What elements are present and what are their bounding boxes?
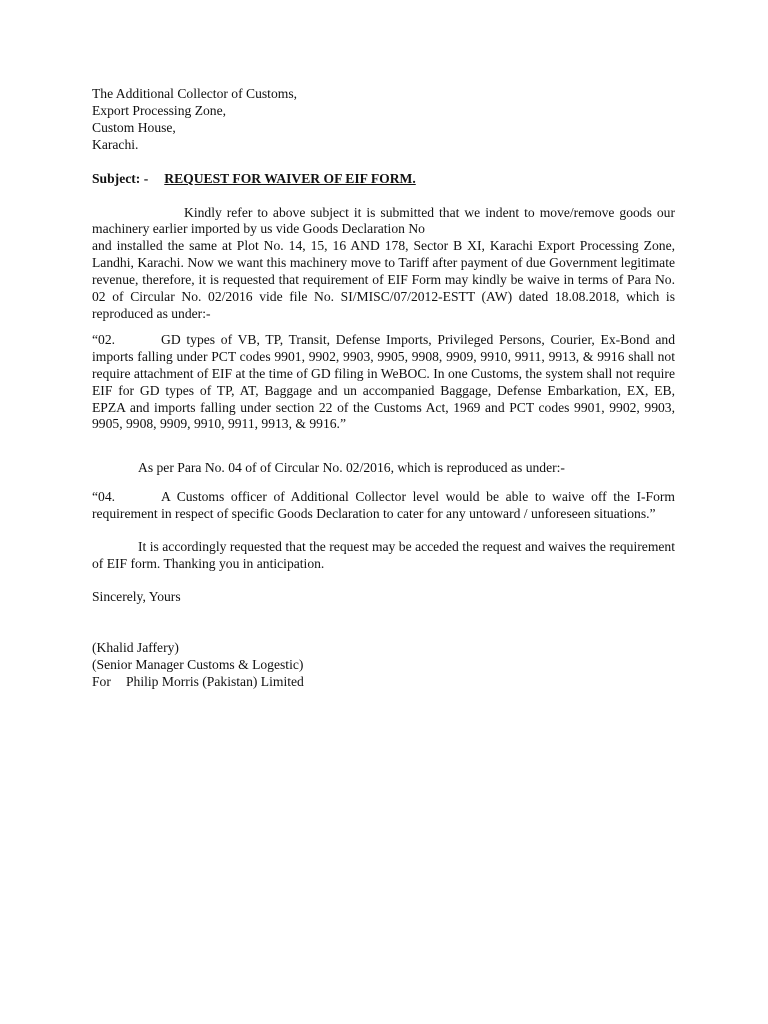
signatory-name: (Khalid Jaffery) [92, 639, 179, 655]
subject-line [92, 171, 675, 188]
body-paragraph-1b: and installed the same at Plot No. 14, 15, 16 AND 178, Sector B XI, Karachi Export Processing Zone, Landhi, Karachi. Now we want this machinery move to Tariff after payment of due Government legitimate revenue, therefore, it is requested that requirement of EIF Form may kindly be waive in terms of Para No. 02 of Circular No. 02/2016 vide file No. SI/MISC/07/2012-ESTT (AW) dated 18.08.2018, which is reproduced as under:- [92, 238, 675, 321]
signatory-designation: (Senior Manager Customs & Logestic) [92, 656, 304, 672]
address-line-2: Export Processing Zone, [92, 102, 227, 118]
salutation: Sincerely, Yours [92, 588, 181, 604]
quote-1-text: GD types of VB, TP, Transit, Defense Imports, Privileged Persons, Courier, Ex-Bond and imports falling under PCT codes 9901, 9902, 9903, 9905, 9908, 9909, 9910, 9911, 9913, & 9916 shall not require attachment of EIF at the time of GD filing in WeBOC. In one Customs, the system shall not require EIF for GD types of TP, AT, Baggage and un accompanied Baggage, Defense Embarkation, EX, EB, EPZA and imports falling under section 22 of the Customs Act, 1969 and PCT codes 9901, 9902, 9903, 9905, 9908, 9909, 9910, 9911, 9913, & 9916.” [92, 331, 675, 432]
as-per-paragraph: As per Para No. 04 of of Circular No. 02/2016, which is reproduced as under:- [138, 460, 565, 476]
company-name: Philip Morris (Pakistan) Limited [126, 673, 304, 689]
quoted-para-04 [92, 489, 675, 523]
quote-1-number: “02. [92, 331, 116, 347]
company-line [92, 674, 675, 691]
subject-title: REQUEST FOR WAIVER OF EIF FORM. [164, 170, 416, 186]
address-line-1: The Additional Collector of Customs, [92, 86, 298, 101]
subject-label: Subject: - [92, 170, 149, 186]
signature-block [92, 640, 675, 691]
body-paragraph-1a: Kindly refer to above subject it is submitted that we indent to move/remove goods our machinery earlier imported by us vide Goods Declaration No [92, 204, 675, 237]
letter-page [92, 86, 675, 690]
quoted-para-02 [92, 332, 675, 433]
quote-2-number: “04. [92, 489, 116, 505]
for-label: For [92, 673, 111, 689]
request-paragraph: It is accordingly requested that the request may be acceded the request and waives the requirement of EIF form. Thanking you in anticipation. [92, 539, 675, 571]
quote-2-text: A Customs officer of Additional Collector level would be able to waive off the I-Form requirement in respect of specific Goods Declaration to cater for any untoward / unforeseen situations.” [92, 489, 675, 522]
recipient-address [92, 86, 675, 154]
address-line-4: Karachi. [92, 136, 139, 152]
address-line-3: Custom House, [92, 119, 176, 135]
